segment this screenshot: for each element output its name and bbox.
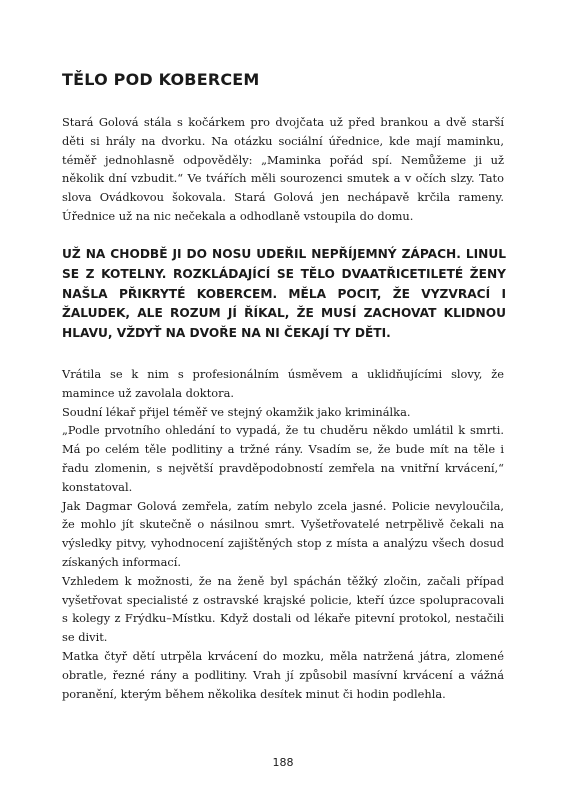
paragraph: Soudní lékař přijel téměř ve stejný okamžik jako kriminálka.	[62, 404, 411, 419]
chapter-title: TĚLO POD KOBERCEM	[62, 70, 260, 89]
paragraph: „Podle prvotního ohledání to vypadá, že tu chuděru někdo umlátil k smrti. Má po celém těle podlitiny a tržné rány. Vsadím se, že bude mít na těle i řadu zlomenin, s největší pravděpodobností zemřela na vnitřní krvácení,“ konstatoval.	[62, 423, 504, 494]
page-number: 188	[272, 756, 294, 769]
highlight-paragraph: UŽ NA CHODBĚ JI DO NOSU UDEŘIL NEPŘÍJEMNÝ ZÁPACH. LINUL SE Z KOTELNY. ROZKLÁDAJÍCÍ SE TĚLO DVAATŘICETILETÉ ŽENY NAŠLA PŘIKRYTÉ KOBERCEM. MĚLA POCIT, ŽE VYZVRACÍ I ŽALUDEK, ALE ROZUM JÍ ŘÍKAL, ŽE MUSÍ ZACHOVAT KLIDNOU HLAVU, VŽDYŤ NA DVOŘE NA NI ČEKAJÍ TY DĚTI.	[62, 247, 506, 341]
intro-paragraph: Stará Golová stála s kočárkem pro dvojčata už před brankou a dvě starší děti si hrály na dvorku. Na otázku sociální úřednice, kde mají maminku, téměř jednohlasně odpověděly: „Maminka pořád spí. Nemůžeme ji už několik dní vzbudit.“ Ve tvářích měli sourozenci smutek a v očích slzy. Tato slova Ovádkovou šokovala. Stará Golová jen nechápavě krčila rameny. Úřednice už na nic nečekala a odhodlaně vstoupila do domu.	[62, 115, 504, 223]
paragraph: Jak Dagmar Golová zemřela, zatím nebylo zcela jasné. Policie nevyloučila, že mohlo jít skutečně o násilnou smrt. Vyšetřovatelé netrpělivě čekali na výsledky pitvy, vyhodnocení zajištěných stop z místa a analýzu všech dosud získaných informací.	[62, 498, 504, 569]
paragraph: Matka čtyř dětí utrpěla krvácení do mozku, měla natržená játra, zlomené obratle, řezné rány a podlitiny. Vrah jí způsobil masívní krvácení a vážná poranění, kterým během několika desítek minut či hodin podlehla.	[62, 648, 504, 701]
paragraph: Vrátila se k nim s profesionálním úsměvem a uklidňujícími slovy, že mamince už zavolala doktora.	[62, 367, 504, 400]
intro-section	[62, 113, 504, 226]
paragraph: Vzhledem k možnosti, že na ženě byl spáchán těžký zločin, začali případ vyšetřovat specialisté z ostravské krajské policie, kteří úzce spolupracovali s kolegy z Frýdku–Místku. Když dostali od lékaře pitevní protokol, nestačili se divit.	[62, 573, 504, 645]
main-text	[62, 365, 504, 703]
